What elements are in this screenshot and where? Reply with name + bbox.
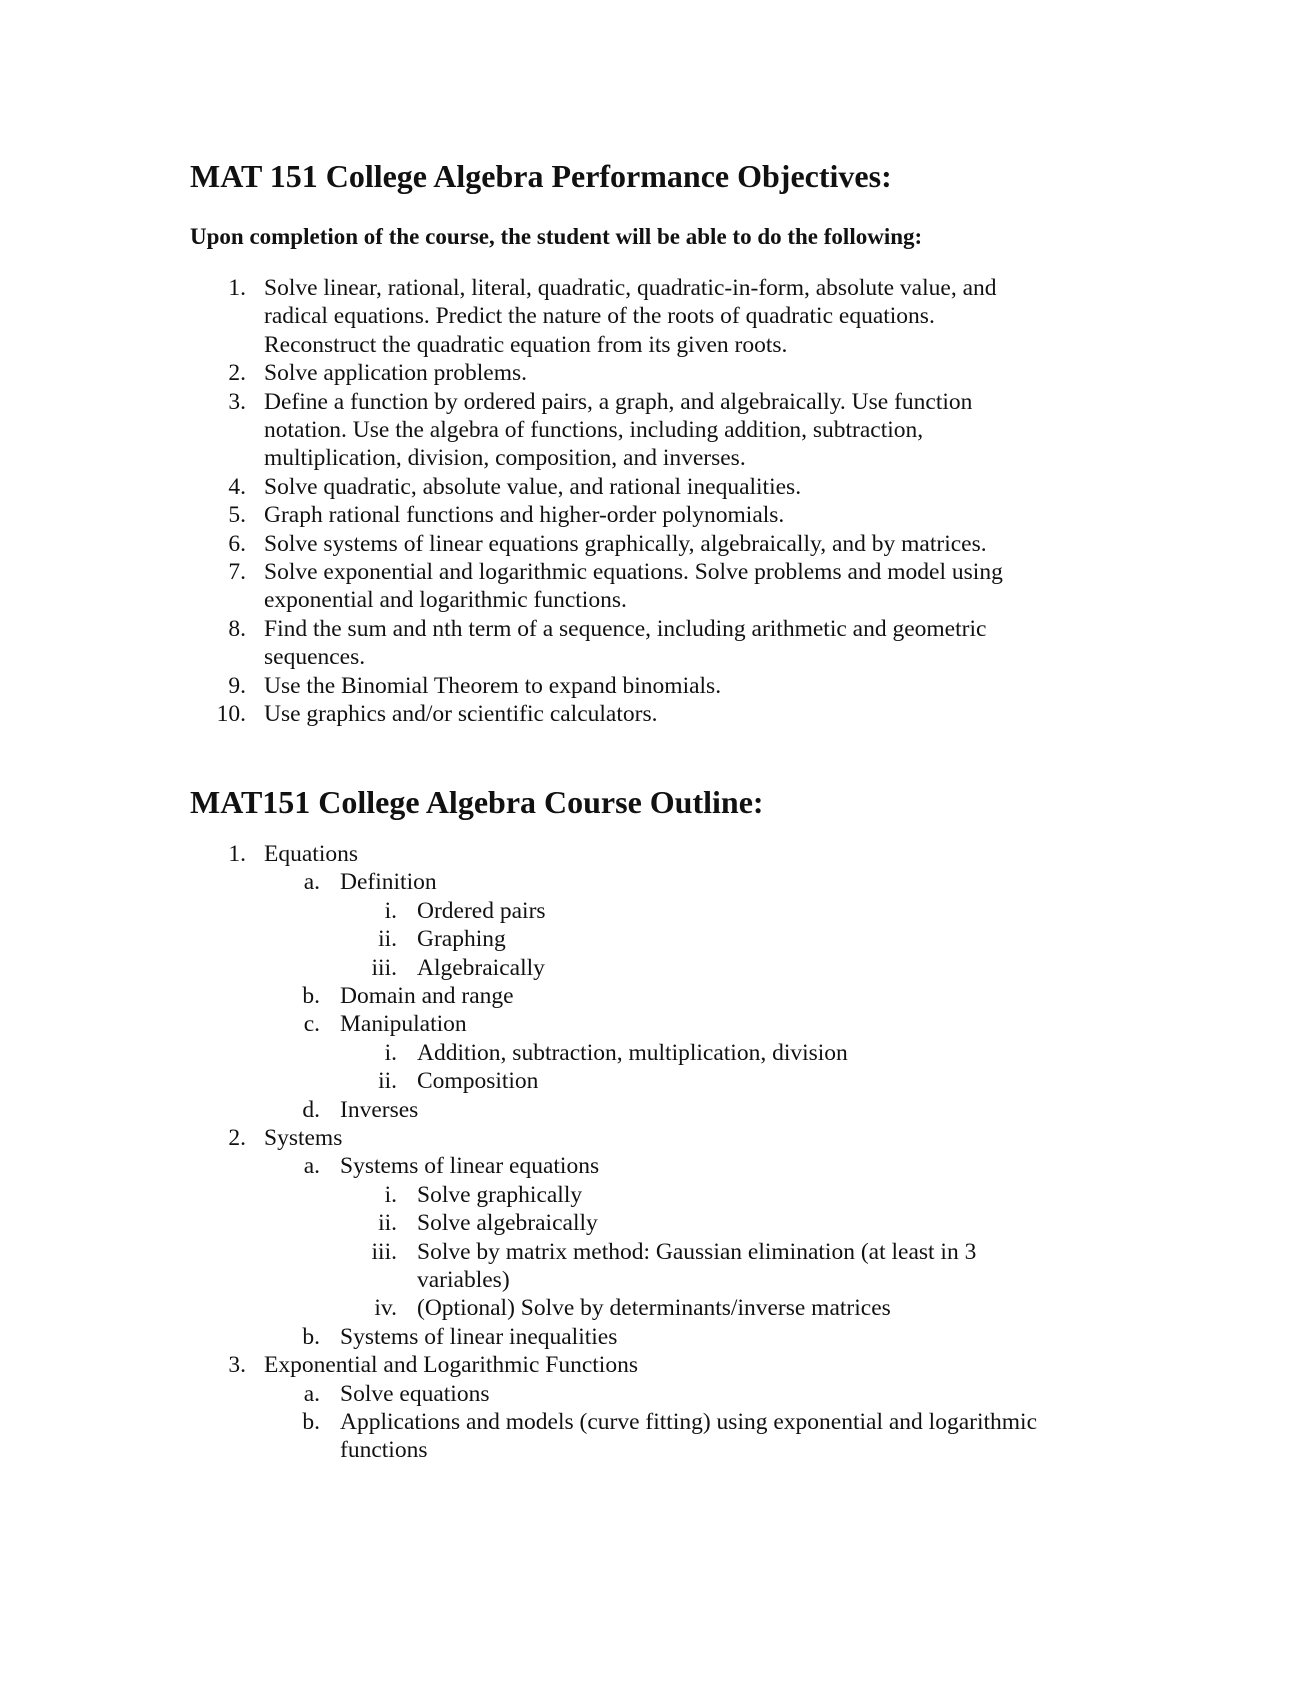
list-marker: a. xyxy=(303,869,320,896)
list-marker: c. xyxy=(303,1011,320,1038)
list-marker: 3. xyxy=(228,388,246,415)
list-marker: d. xyxy=(302,1096,320,1123)
list-item-line: multiplication, division, composition, and inverses. xyxy=(264,445,746,472)
list-marker: 3. xyxy=(228,1352,246,1379)
list-item-line: notation. Use the algebra of functions, including addition, subtraction, xyxy=(264,417,924,443)
list-item-line: Use graphics and/or scientific calculators. xyxy=(264,701,658,727)
list-marker: 5. xyxy=(228,502,246,529)
list-marker: 2. xyxy=(228,360,246,387)
list-marker: i. xyxy=(384,1039,397,1066)
list-marker: ii. xyxy=(378,1210,397,1237)
list-item-line: Define a function by ordered pairs, a graph, and algebraically. Use function xyxy=(264,388,973,415)
list-marker: i. xyxy=(384,897,397,924)
list-marker: ii. xyxy=(378,1068,397,1095)
list-item-line: Find the sum and nth term of a sequence, including arithmetic and geometric xyxy=(264,615,987,642)
list-item-line: Graph rational functions and higher-order polynomials. xyxy=(264,502,785,529)
list-item-line: Solve quadratic, absolute value, and rational inequalities. xyxy=(264,473,802,500)
list-item-line: Composition xyxy=(417,1068,539,1095)
list-item-line: Solve graphically xyxy=(417,1181,583,1208)
list-item-line: radical equations. Predict the nature of the roots of quadratic equations. xyxy=(264,303,935,330)
list-item-line: Solve exponential and logarithmic equations. Solve problems and model using xyxy=(264,559,1003,585)
list-item-line: Systems of linear inequalities xyxy=(340,1323,618,1350)
list-marker: 4. xyxy=(228,473,246,500)
list-marker: b. xyxy=(302,983,320,1009)
list-item-line: Solve equations xyxy=(340,1380,490,1407)
list-item-line: Inverses xyxy=(340,1096,419,1123)
objectives-title: MAT 151 College Algebra Performance Objectives: xyxy=(190,158,892,194)
list-marker: iii. xyxy=(371,1238,397,1265)
list-item-line: Systems of linear equations xyxy=(340,1153,600,1180)
list-marker: iv. xyxy=(374,1295,397,1322)
list-marker: iii. xyxy=(371,954,397,981)
list-item-line: Solve algebraically xyxy=(417,1210,598,1237)
list-item-line: Solve application problems. xyxy=(264,360,528,387)
list-marker: 9. xyxy=(228,672,246,699)
list-item-line: functions xyxy=(340,1437,428,1464)
list-marker: 6. xyxy=(228,530,246,557)
list-item-line: (Optional) Solve by determinants/inverse matrices xyxy=(417,1295,891,1322)
objectives-intro: Upon completion of the course, the student will be able to do the following: xyxy=(190,224,923,249)
list-marker: 2. xyxy=(228,1125,246,1151)
list-marker: 10. xyxy=(216,701,246,727)
list-marker: i. xyxy=(384,1181,397,1208)
list-item-line: sequences. xyxy=(264,644,366,671)
list-marker: 1. xyxy=(228,841,246,867)
list-item-line: Solve systems of linear equations graphically, algebraically, and by matrices. xyxy=(264,530,987,557)
list-item-line: Solve by matrix method: Gaussian elimination (at least in 3 xyxy=(417,1238,977,1265)
list-item-line: Systems xyxy=(264,1125,343,1151)
list-item-line: exponential and logarithmic functions. xyxy=(264,587,627,614)
list-item-line: Algebraically xyxy=(417,954,545,981)
list-item-line: Use the Binomial Theorem to expand binomials. xyxy=(264,672,722,699)
list-item-line: Solve linear, rational, literal, quadratic, quadratic-in-form, absolute value, and xyxy=(264,275,997,301)
list-item-line: Reconstruct the quadratic equation from its given roots. xyxy=(264,331,788,358)
list-marker: ii. xyxy=(378,926,397,953)
list-item-line: Definition xyxy=(340,869,437,896)
list-item-line: Manipulation xyxy=(340,1011,467,1038)
list-item-line: Equations xyxy=(264,841,358,867)
list-item-line: variables) xyxy=(417,1267,510,1293)
list-marker: a. xyxy=(303,1380,320,1407)
list-item-line: Graphing xyxy=(417,926,506,953)
list-marker: b. xyxy=(302,1409,320,1435)
list-item-line: Exponential and Logarithmic Functions xyxy=(264,1352,638,1379)
list-item-line: Domain and range xyxy=(340,983,514,1009)
list-item-line: Addition, subtraction, multiplication, division xyxy=(417,1039,848,1066)
list-item-line: Ordered pairs xyxy=(417,897,546,924)
list-marker: b. xyxy=(302,1323,320,1350)
list-marker: 1. xyxy=(228,275,246,301)
list-marker: a. xyxy=(303,1153,320,1180)
list-marker: 7. xyxy=(228,559,246,585)
outline-title: MAT151 College Algebra Course Outline: xyxy=(190,784,764,820)
list-item-line: Applications and models (curve fitting) using exponential and logarithmic xyxy=(340,1409,1038,1435)
list-marker: 8. xyxy=(228,615,246,642)
